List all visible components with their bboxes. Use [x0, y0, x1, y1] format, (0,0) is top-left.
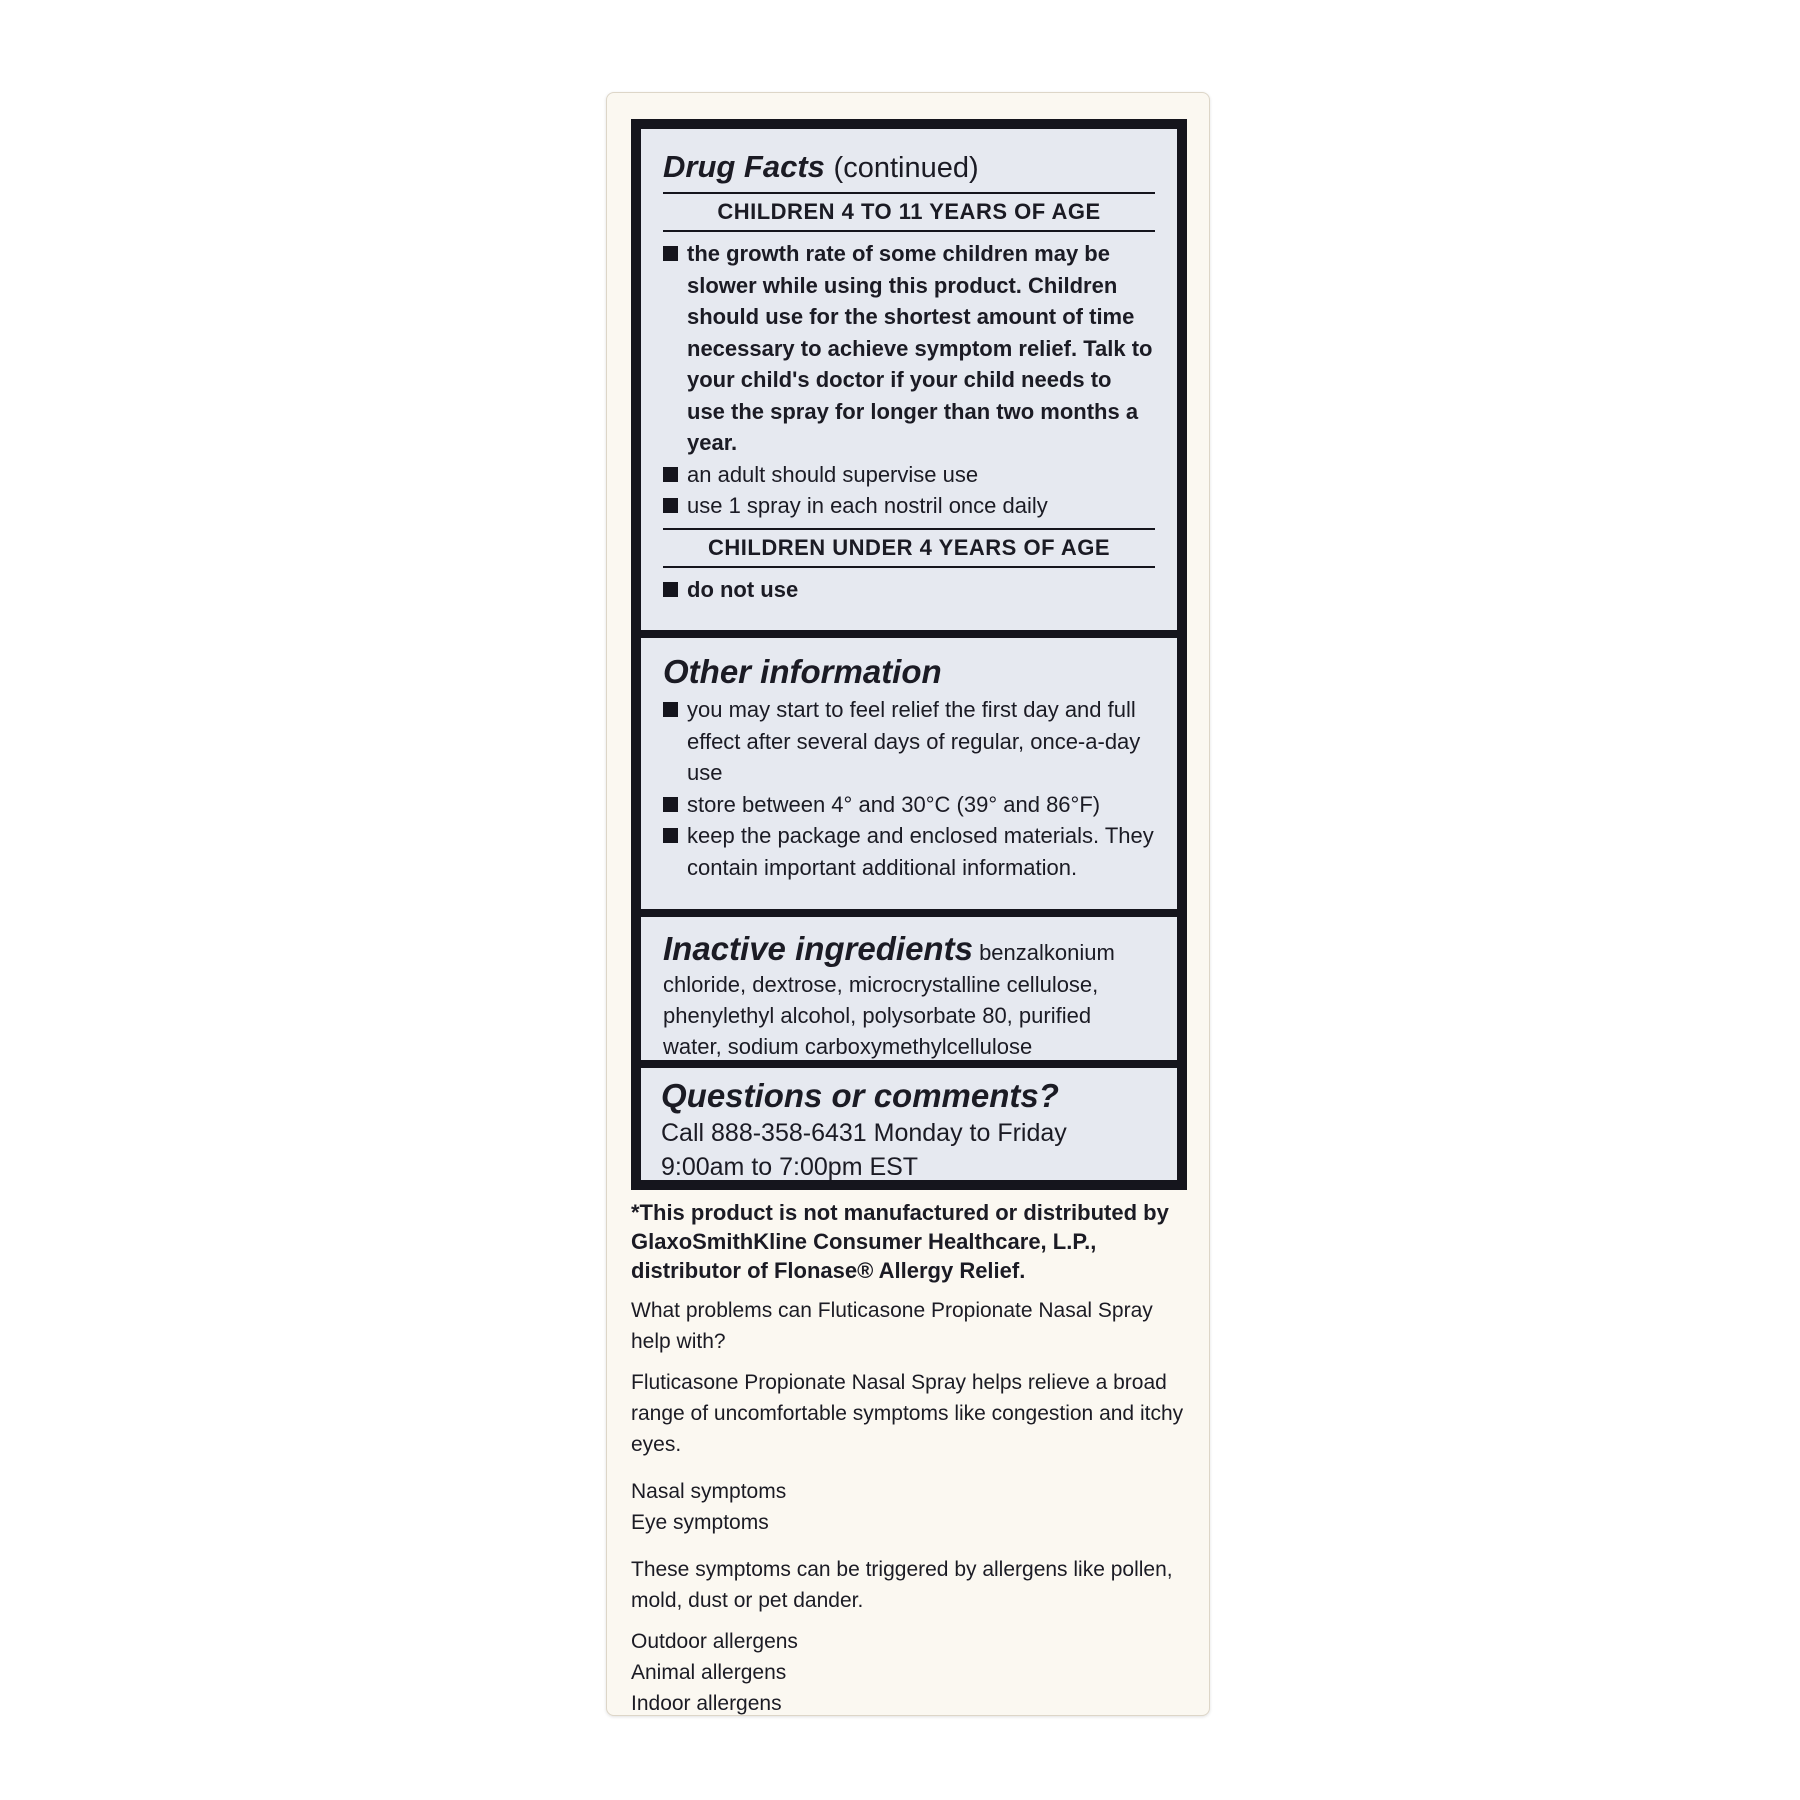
bullet-square-icon	[663, 467, 678, 482]
inactive-ingredients-title: Inactive ingredients	[663, 930, 973, 967]
questions-phone-line: Call 888-358-6431 Monday to Friday	[661, 1119, 1067, 1147]
bullet-square-icon	[663, 246, 678, 261]
inactive-ingredients-paragraph	[663, 929, 1155, 1062]
list-item-text: an adult should supervise use	[687, 461, 979, 487]
inactive-ingredients-text: benzalkonium chloride, dextrose, microcrystalline cellulose, phenylethyl alcohol, polysorbate 80, purified water, sodium carboxymethylcellulose	[663, 940, 1115, 1059]
bullet-square-icon	[663, 828, 678, 843]
list-item-text: do not use	[687, 576, 799, 602]
list-item	[663, 820, 1155, 883]
drug-facts-title	[663, 147, 1155, 194]
allergy-type-item: Animal allergens	[631, 1661, 787, 1684]
symptom-item: Eye symptoms	[631, 1511, 769, 1534]
questions-panel	[641, 1068, 1177, 1180]
bullet-square-icon	[663, 498, 678, 513]
questions-title: Questions or comments?	[661, 1077, 1059, 1114]
list-item-text: keep the package and enclosed materials. They contain important additional information.	[687, 823, 1154, 880]
inactive-ingredients-panel	[641, 917, 1177, 1060]
list-item-text: the growth rate of some children may be slower while using this product. Children should use for the shortest amount of time necessary to achieve symptom relief. Talk to your child's doctor if your child needs to use the spray for longer than two months a year.	[687, 241, 1153, 455]
children-under-4-heading: CHILDREN UNDER 4 YEARS OF AGE	[663, 528, 1155, 568]
children-under-4-list	[663, 574, 1155, 606]
allergy-type-item: Indoor allergens	[631, 1692, 782, 1715]
package-text-below	[631, 1198, 1191, 1719]
disclaimer-text: *This product is not manufactured or distributed by GlaxoSmithKline Consumer Healthcare, L.P., distributor of Flonase® Allergy Relief.	[631, 1200, 1169, 1283]
list-item	[663, 789, 1155, 821]
symptom-item: Nasal symptoms	[631, 1480, 787, 1503]
list-item	[663, 490, 1155, 522]
list-item-text: you may start to feel relief the first day and full effect after several days of regular, once-a-day use	[687, 697, 1141, 785]
list-item	[663, 238, 1155, 459]
list-item	[663, 459, 1155, 491]
other-information-title: Other information	[663, 653, 942, 690]
list-item-text: store between 4° and 30°C (39° and 86°F)	[687, 791, 1101, 817]
bullet-square-icon	[663, 797, 678, 812]
list-item-text: use 1 spray in each nostril once daily	[687, 493, 1048, 518]
bullet-square-icon	[663, 702, 678, 717]
list-item	[663, 574, 1155, 606]
allergy-type-item: Outdoor allergens	[631, 1630, 798, 1653]
bullet-square-icon	[663, 582, 678, 597]
other-information-panel	[641, 638, 1177, 909]
list-item	[663, 694, 1155, 789]
other-information-list	[663, 694, 1155, 883]
package-side-panel	[606, 92, 1210, 1716]
faq-question: What problems can Fluticasone Propionate Nasal Spray help with?	[631, 1299, 1153, 1353]
drug-facts-continued-panel	[641, 129, 1177, 630]
children-4-11-list	[663, 238, 1155, 522]
drug-facts-title-suffix: (continued)	[833, 152, 979, 184]
children-4-11-heading: CHILDREN 4 TO 11 YEARS OF AGE	[663, 194, 1155, 232]
questions-hours-line: 9:00am to 7:00pm EST	[661, 1153, 919, 1181]
drug-facts-title-text: Drug Facts	[663, 149, 825, 184]
faq-answer: Fluticasone Propionate Nasal Spray helps relieve a broad range of uncomfortable symptoms like congestion and itchy eyes.	[631, 1371, 1184, 1456]
triggers-text: These symptoms can be triggered by allergens like pollen, mold, dust or pet dander.	[631, 1558, 1173, 1612]
drug-facts-box	[631, 119, 1187, 1190]
